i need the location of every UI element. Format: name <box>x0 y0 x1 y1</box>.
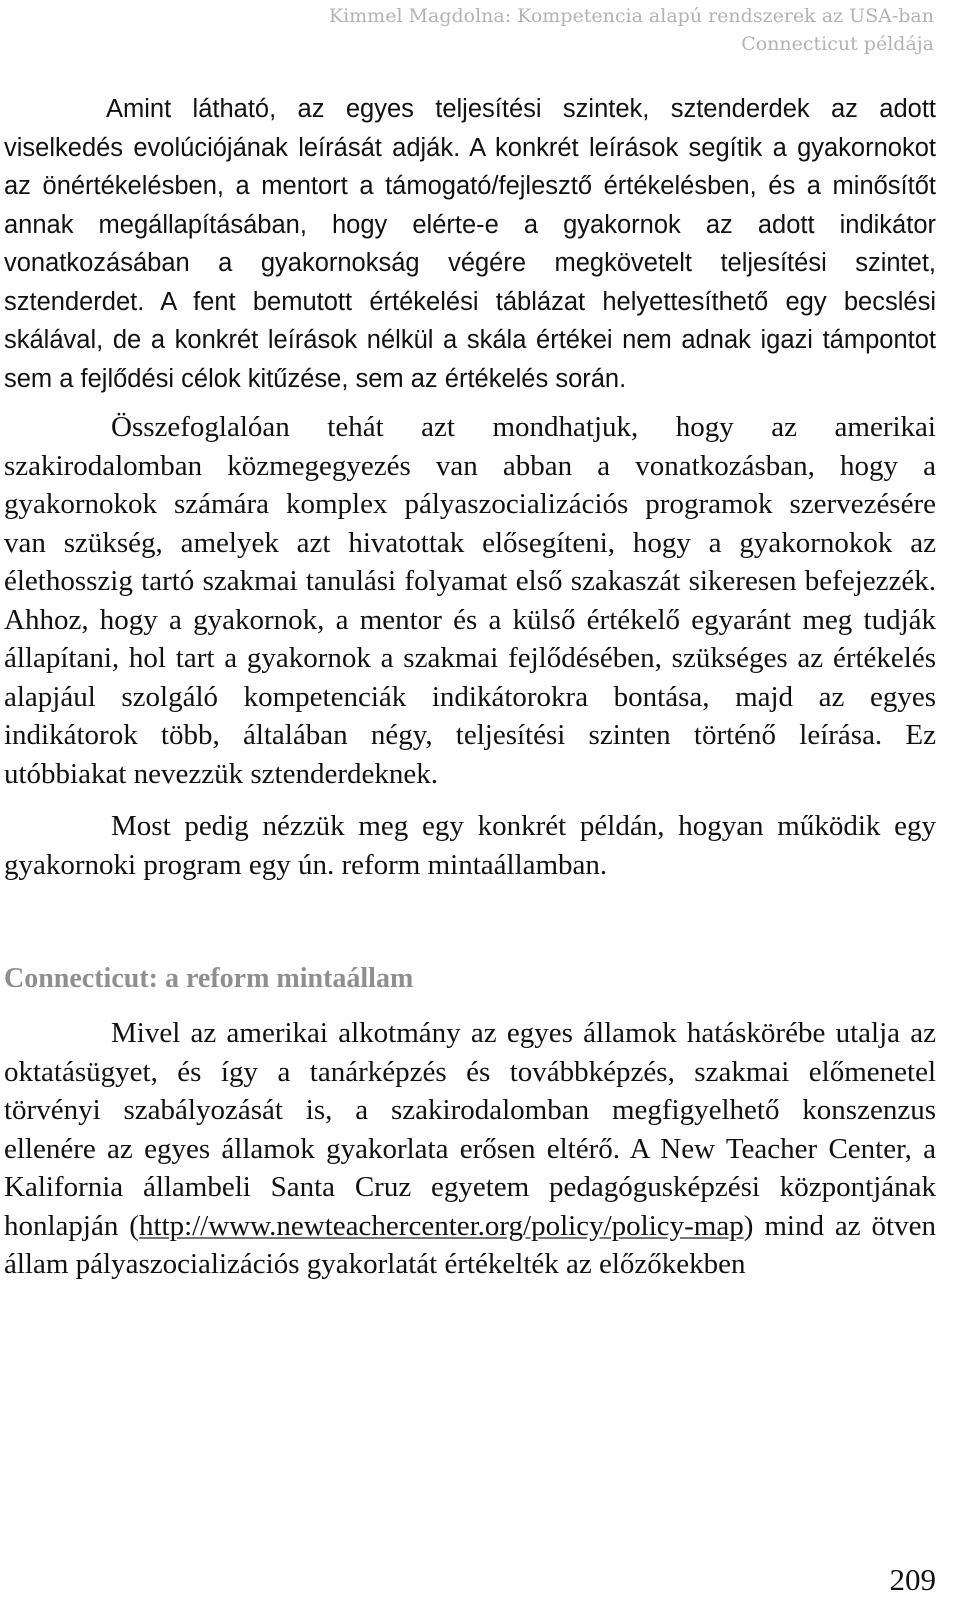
paragraph-4-text-before-link: Mivel az amerikai alkotmány az egyes államok hatáskörébe utalja az oktatásügyet, és így a tanárképzés és továbbképzés, szakmai előmenetel törvényi szabályozását is, a szakirodalomban megfigyelhető konszenzus ellenére az egyes államok gyakorlata erősen eltérő. A New Teacher Center, a Kalifornia állambeli Santa Cruz egyetem pedagógusképzési központjának honlapján ( <box>4 1017 936 1242</box>
paragraph-1: Amint látható, az egyes teljesítési szintek, sztenderdek az adott viselkedés evolúciójának leírását adják. A konkrét leírások segítik a gyakornokot az önértékelésben, a mentort a támogató/fejlesztő értékelésben, és a minősítőt annak megállapításában, hogy elérte-e a gyakornok az adott indikátor vonatkozásában a gyakornokság végére megkövetelt teljesítési szintet, sztenderdet. A fent bemutott értékelési táblázat helyettesíthető egy becslési skálával, de a konkrét leírások nélkül a skála értékei nem adnak igazi támpontot sem a fejlődési célok kitűzése, sem az értékelés során. <box>4 95 936 393</box>
policy-map-link[interactable]: http://www.newteachercenter.org/policy/policy-map <box>138 1209 744 1242</box>
paragraph-3: Most pedig nézzük meg egy konkrét példán, hogyan működik egy gyakornoki program egy ún. reform mintaállamban. <box>4 810 936 881</box>
section-heading: Connecticut: a reform mintaállam <box>4 963 414 994</box>
paragraph-2: Összefoglalóan tehát azt mondhatjuk, hogy az amerikai szakirodalomban közmegegyezés van abban a vonatkozásban, hogy a gyakornokok számára komplex pályaszocializációs programok szervezésére van szükség, amelyek azt hivatottak elősegíteni, hogy a gyakornokok az élethosszig tartó szakmai tanulási folyamat első szakaszát sikeresen befejezzék. Ahhoz, hogy a gyakornok, a mentor és a külső értékelő egyaránt meg tudják állapítani, hol tart a gyakornok a szakmai fejlődésében, szükséges az értékelés alapjául szolgáló kompetenciák indikátorokra bontása, majd az egyes indikátorok több, általában négy, teljesítési szinten történő leírása. Ez utóbbiakat nevezzük sztenderdeknek. <box>4 411 936 790</box>
page-number: 209 <box>889 1562 936 1597</box>
body-text <box>4 90 936 1284</box>
paragraph-4-text-after-link: ) mind az ötven állam pályaszocializációs gyakorlatát értékelték az előzőkekben <box>4 1209 936 1280</box>
paragraph-4 <box>4 1014 936 1284</box>
running-header-subtitle: Connecticut példája <box>741 33 934 55</box>
running-header <box>329 2 934 58</box>
running-header-title: Kimmel Magdolna: Kompetencia alapú rendszerek az USA-ban <box>328 5 934 27</box>
